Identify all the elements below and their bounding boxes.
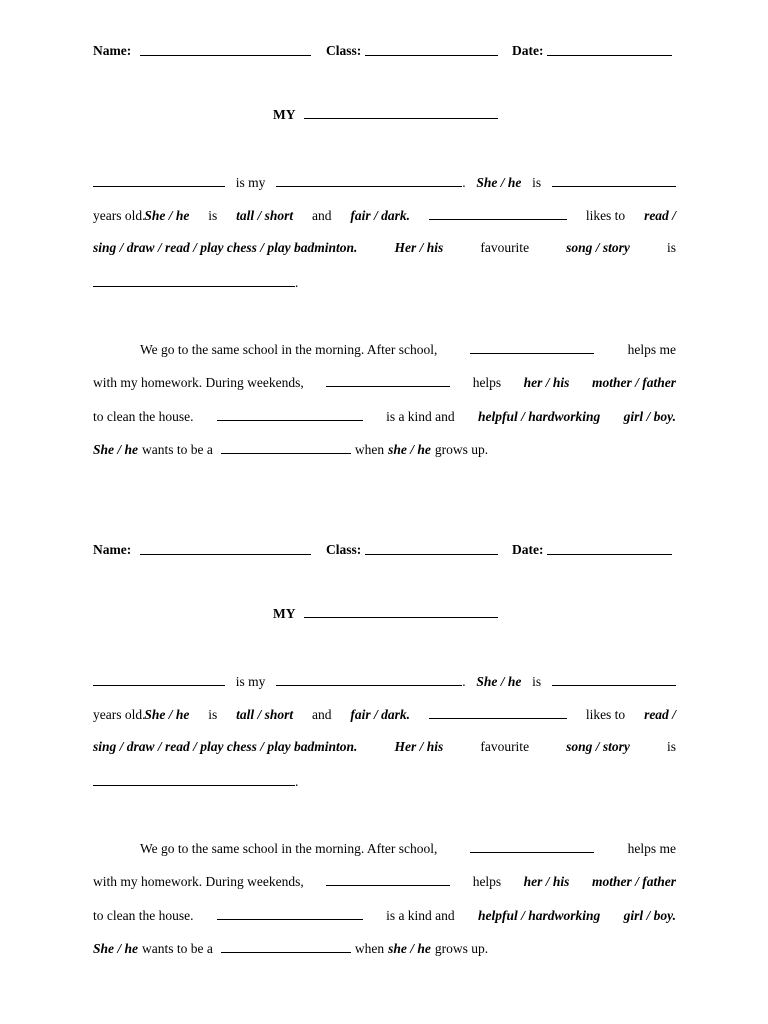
name-label: Name: bbox=[93, 43, 132, 58]
hobbies-choice[interactable]: sing / draw / read / play chess / play badminton. bbox=[93, 240, 358, 255]
period-text: . bbox=[295, 774, 299, 789]
her-his-choice[interactable]: Her / his bbox=[394, 739, 444, 754]
years-old-text: years old. bbox=[93, 208, 146, 223]
para1-line2 bbox=[93, 207, 676, 225]
para1-line1: is my . She / he is bbox=[93, 174, 676, 192]
to-clean-text: to clean the house. bbox=[93, 409, 194, 424]
para2-line2 bbox=[93, 873, 676, 891]
and-text: and bbox=[312, 208, 332, 223]
is-my-text: is my bbox=[235, 175, 266, 190]
song-story-choice[interactable]: song / story bbox=[566, 739, 630, 754]
is-a-kind-and-text: is a kind and bbox=[386, 409, 455, 424]
to-clean-text: to clean the house. bbox=[93, 908, 194, 923]
years-old-text: years old. bbox=[93, 707, 146, 722]
likes-to-text: likes to bbox=[585, 707, 626, 722]
relation-blank[interactable] bbox=[276, 673, 462, 686]
relation-blank[interactable] bbox=[276, 174, 462, 187]
para1-line4 bbox=[93, 773, 676, 791]
para2-text-2: with my homework. During weekends, bbox=[93, 874, 304, 889]
person-name-blank[interactable] bbox=[93, 673, 225, 686]
girl-boy-choice[interactable]: girl / boy. bbox=[623, 908, 676, 923]
read-choice[interactable]: read / bbox=[644, 707, 676, 722]
class-label: Class: bbox=[326, 43, 362, 58]
is-text: is bbox=[666, 240, 676, 255]
class-blank[interactable] bbox=[365, 43, 498, 56]
title-blank[interactable] bbox=[304, 106, 498, 119]
song-story-choice[interactable]: song / story bbox=[566, 240, 630, 255]
kind-person-blank[interactable] bbox=[217, 907, 363, 920]
worksheet-1 bbox=[0, 0, 768, 500]
she-he-choice[interactable]: She / he bbox=[93, 442, 139, 457]
para2-line3 bbox=[93, 907, 676, 925]
para1-line4 bbox=[93, 274, 676, 292]
when-text: when bbox=[354, 941, 385, 956]
name-blank[interactable] bbox=[140, 542, 311, 555]
para2-line2 bbox=[93, 374, 676, 392]
weekend-helper-blank[interactable] bbox=[326, 374, 450, 387]
is-a-kind-and-text: is a kind and bbox=[386, 908, 455, 923]
fair-dark-choice[interactable]: fair / dark. bbox=[350, 208, 411, 223]
she-he-choice[interactable]: she / he bbox=[388, 442, 431, 457]
para1-line2 bbox=[93, 706, 676, 724]
is-my-text: is my bbox=[235, 674, 266, 689]
title-prefix: MY bbox=[273, 606, 295, 621]
wants-to-be-text: wants to be a bbox=[142, 442, 213, 457]
date-label: Date: bbox=[512, 43, 544, 58]
mother-father-choice[interactable]: mother / father bbox=[591, 375, 676, 390]
age-blank[interactable] bbox=[552, 174, 676, 187]
she-he-choice[interactable]: She / he bbox=[476, 175, 522, 190]
date-label: Date: bbox=[512, 542, 544, 557]
para2-text-1: We go to the same school in the morning. After school, bbox=[140, 841, 438, 856]
para2-line1 bbox=[140, 341, 676, 359]
helpful-hardworking-choice[interactable]: helpful / hardworking bbox=[477, 908, 601, 923]
worksheet-2 bbox=[0, 499, 768, 999]
weekend-helper-blank[interactable] bbox=[326, 873, 450, 886]
para2-line4 bbox=[93, 441, 676, 459]
worksheet-title bbox=[273, 605, 498, 622]
wants-to-be-text: wants to be a bbox=[142, 941, 213, 956]
date-blank[interactable] bbox=[547, 542, 672, 555]
pronoun-name-blank[interactable] bbox=[429, 207, 567, 220]
her-his-choice[interactable]: her / his bbox=[523, 874, 570, 889]
she-he-choice[interactable]: She / he bbox=[476, 674, 522, 689]
favourite-blank[interactable] bbox=[93, 274, 295, 287]
hobbies-choice[interactable]: sing / draw / read / play chess / play badminton. bbox=[93, 739, 358, 754]
is-text: is bbox=[208, 208, 218, 223]
title-prefix: MY bbox=[273, 107, 295, 122]
likes-to-text: likes to bbox=[585, 208, 626, 223]
kind-person-blank[interactable] bbox=[217, 408, 363, 421]
para2-line1 bbox=[140, 840, 676, 858]
helper-blank[interactable] bbox=[470, 840, 594, 853]
her-his-choice[interactable]: Her / his bbox=[394, 240, 444, 255]
and-text: and bbox=[312, 707, 332, 722]
girl-boy-choice[interactable]: girl / boy. bbox=[623, 409, 676, 424]
tall-short-choice[interactable]: tall / short bbox=[236, 208, 294, 223]
helper-blank[interactable] bbox=[470, 341, 594, 354]
helpful-hardworking-choice[interactable]: helpful / hardworking bbox=[477, 409, 601, 424]
para2-line4 bbox=[93, 940, 676, 958]
para1-line1: is my . She / he is bbox=[93, 673, 676, 691]
ambition-blank[interactable] bbox=[221, 441, 351, 454]
is-text: is bbox=[532, 175, 542, 190]
grows-up-text: grows up. bbox=[434, 442, 489, 457]
header-row bbox=[93, 43, 683, 61]
read-choice[interactable]: read / bbox=[644, 208, 676, 223]
is-text: is bbox=[208, 707, 218, 722]
when-text: when bbox=[354, 442, 385, 457]
para1-line3 bbox=[93, 240, 676, 258]
worksheet-title bbox=[273, 106, 498, 123]
para2-text-2: with my homework. During weekends, bbox=[93, 375, 304, 390]
favourite-blank[interactable] bbox=[93, 773, 295, 786]
she-he-choice[interactable]: She / he bbox=[93, 941, 139, 956]
name-blank[interactable] bbox=[140, 43, 311, 56]
para2-text-1: We go to the same school in the morning. After school, bbox=[140, 342, 438, 357]
mother-father-choice[interactable]: mother / father bbox=[591, 874, 676, 889]
para2-line3 bbox=[93, 408, 676, 426]
header-row bbox=[93, 542, 683, 560]
grows-up-text: grows up. bbox=[434, 941, 489, 956]
para1-line3 bbox=[93, 739, 676, 757]
helps-me-text: helps me bbox=[627, 841, 676, 856]
she-he-choice[interactable]: she / he bbox=[388, 941, 431, 956]
helps-text: helps bbox=[472, 375, 502, 390]
is-text: is bbox=[532, 674, 542, 689]
ambition-blank[interactable] bbox=[221, 940, 351, 953]
she-he-choice[interactable]: She / he bbox=[144, 208, 190, 223]
period-text: . bbox=[295, 275, 299, 290]
tall-short-choice[interactable]: tall / short bbox=[236, 707, 294, 722]
name-label: Name: bbox=[93, 542, 132, 557]
person-name-blank[interactable] bbox=[93, 174, 225, 187]
class-label: Class: bbox=[326, 542, 362, 557]
age-blank[interactable] bbox=[552, 673, 676, 686]
helps-text: helps bbox=[472, 874, 502, 889]
fair-dark-choice[interactable]: fair / dark. bbox=[350, 707, 411, 722]
date-blank[interactable] bbox=[547, 43, 672, 56]
favourite-text: favourite bbox=[480, 739, 530, 754]
pronoun-name-blank[interactable] bbox=[429, 706, 567, 719]
helps-me-text: helps me bbox=[627, 342, 676, 357]
her-his-choice[interactable]: her / his bbox=[523, 375, 570, 390]
she-he-choice[interactable]: She / he bbox=[144, 707, 190, 722]
favourite-text: favourite bbox=[480, 240, 530, 255]
title-blank[interactable] bbox=[304, 605, 498, 618]
class-blank[interactable] bbox=[365, 542, 498, 555]
is-text: is bbox=[666, 739, 676, 754]
